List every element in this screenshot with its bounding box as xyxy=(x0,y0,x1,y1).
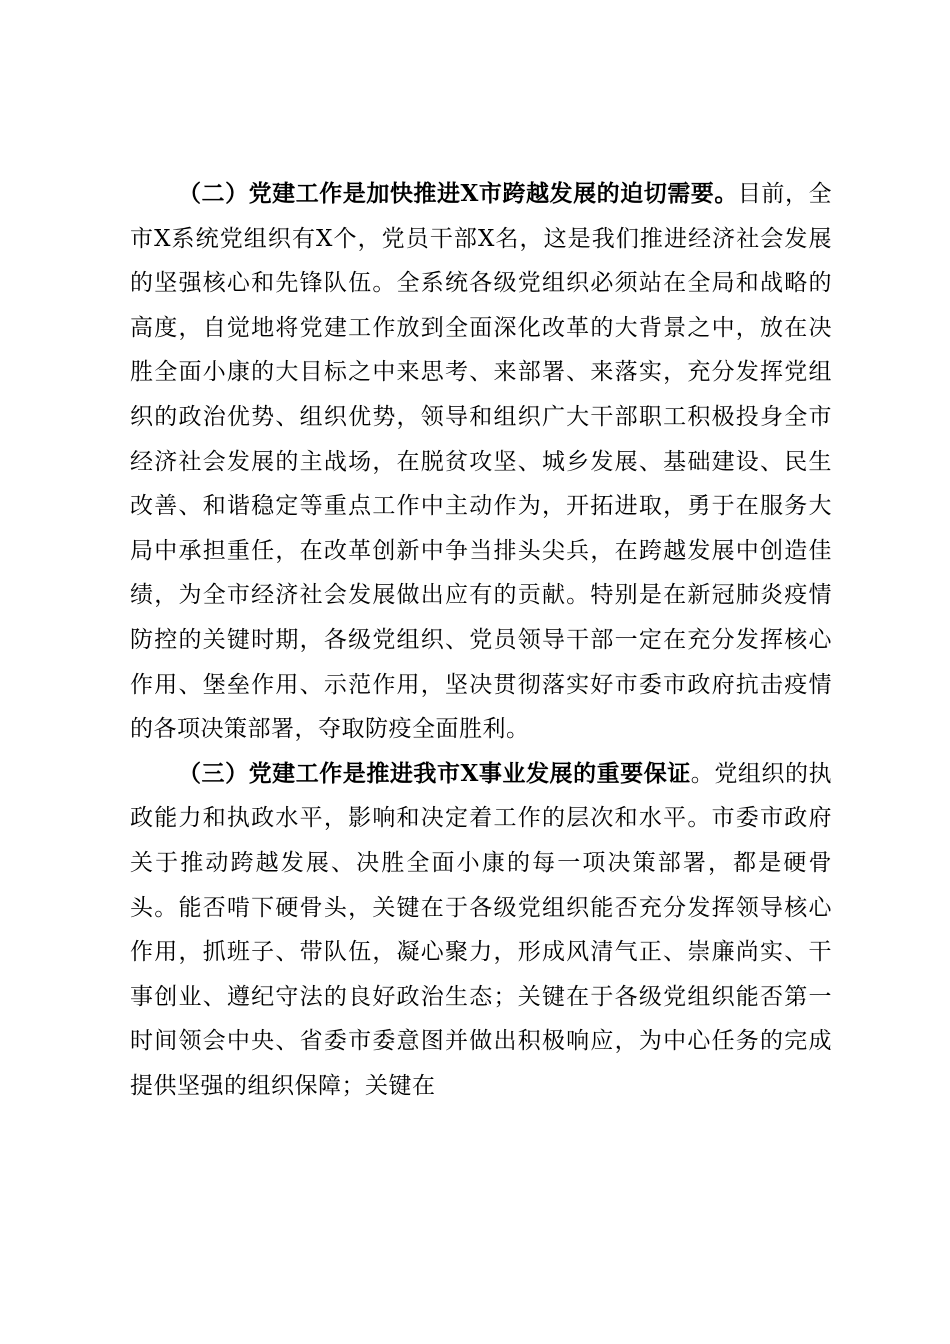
section-3-body: 。党组织的执政能力和执政水平，影响和决定着工作的层次和水平。市委市政府关于推动跨越发展、决胜全面小康的每一项决策部署，都是硬骨头。能否啃下硬骨头，关键在于各级党组织能否充分发挥领导核心作用，抓班子、带队伍，凝心聚力，形成风清气正、崇廉尚实、干事创业、遵纪守法的良好政治生态；关键在于各级党组织能否第一时间领会中央、省委市委意图并做出积极响应，为中心任务的完成提供坚强的组织保障；关键在 xyxy=(130,760,832,1099)
paragraph-section-2 xyxy=(130,172,832,752)
document-body xyxy=(130,172,832,1108)
section-3-heading: （三）党建工作是推进我市X事业发展的重要保证 xyxy=(178,759,691,787)
paragraph-section-3 xyxy=(130,752,832,1109)
section-2-body: 目前，全市X系统党组织有X个，党员干部X名，这是我们推进经济社会发展的坚强核心和先锋队伍。全系统各级党组织必须站在全局和战略的高度，自觉地将党建工作放到全面深化改革的大背景之中，放在决胜全面小康的大目标之中来思考、来部署、来落实，充分发挥党组织的政治优势、组织优势，领导和组织广大干部职工积极投身全市经济社会发展的主战场，在脱贫攻坚、城乡发展、基础建设、民生改善、和谐稳定等重点工作中主动作为，开拓进取，勇于在服务大局中承担重任，在改革创新中争当排头尖兵，在跨越发展中创造佳绩，为全市经济社会发展做出应有的贡献。特别是在新冠肺炎疫情防控的关键时期，各级党组织、党员领导干部一定在充分发挥核心作用、堡垒作用、示范作用，坚决贯彻落实好市委市政府抗击疫情的各项决策部署，夺取防疫全面胜利。 xyxy=(130,181,832,743)
section-2-heading: （二）党建工作是加快推进X市跨越发展的迫切需要。 xyxy=(178,180,738,207)
